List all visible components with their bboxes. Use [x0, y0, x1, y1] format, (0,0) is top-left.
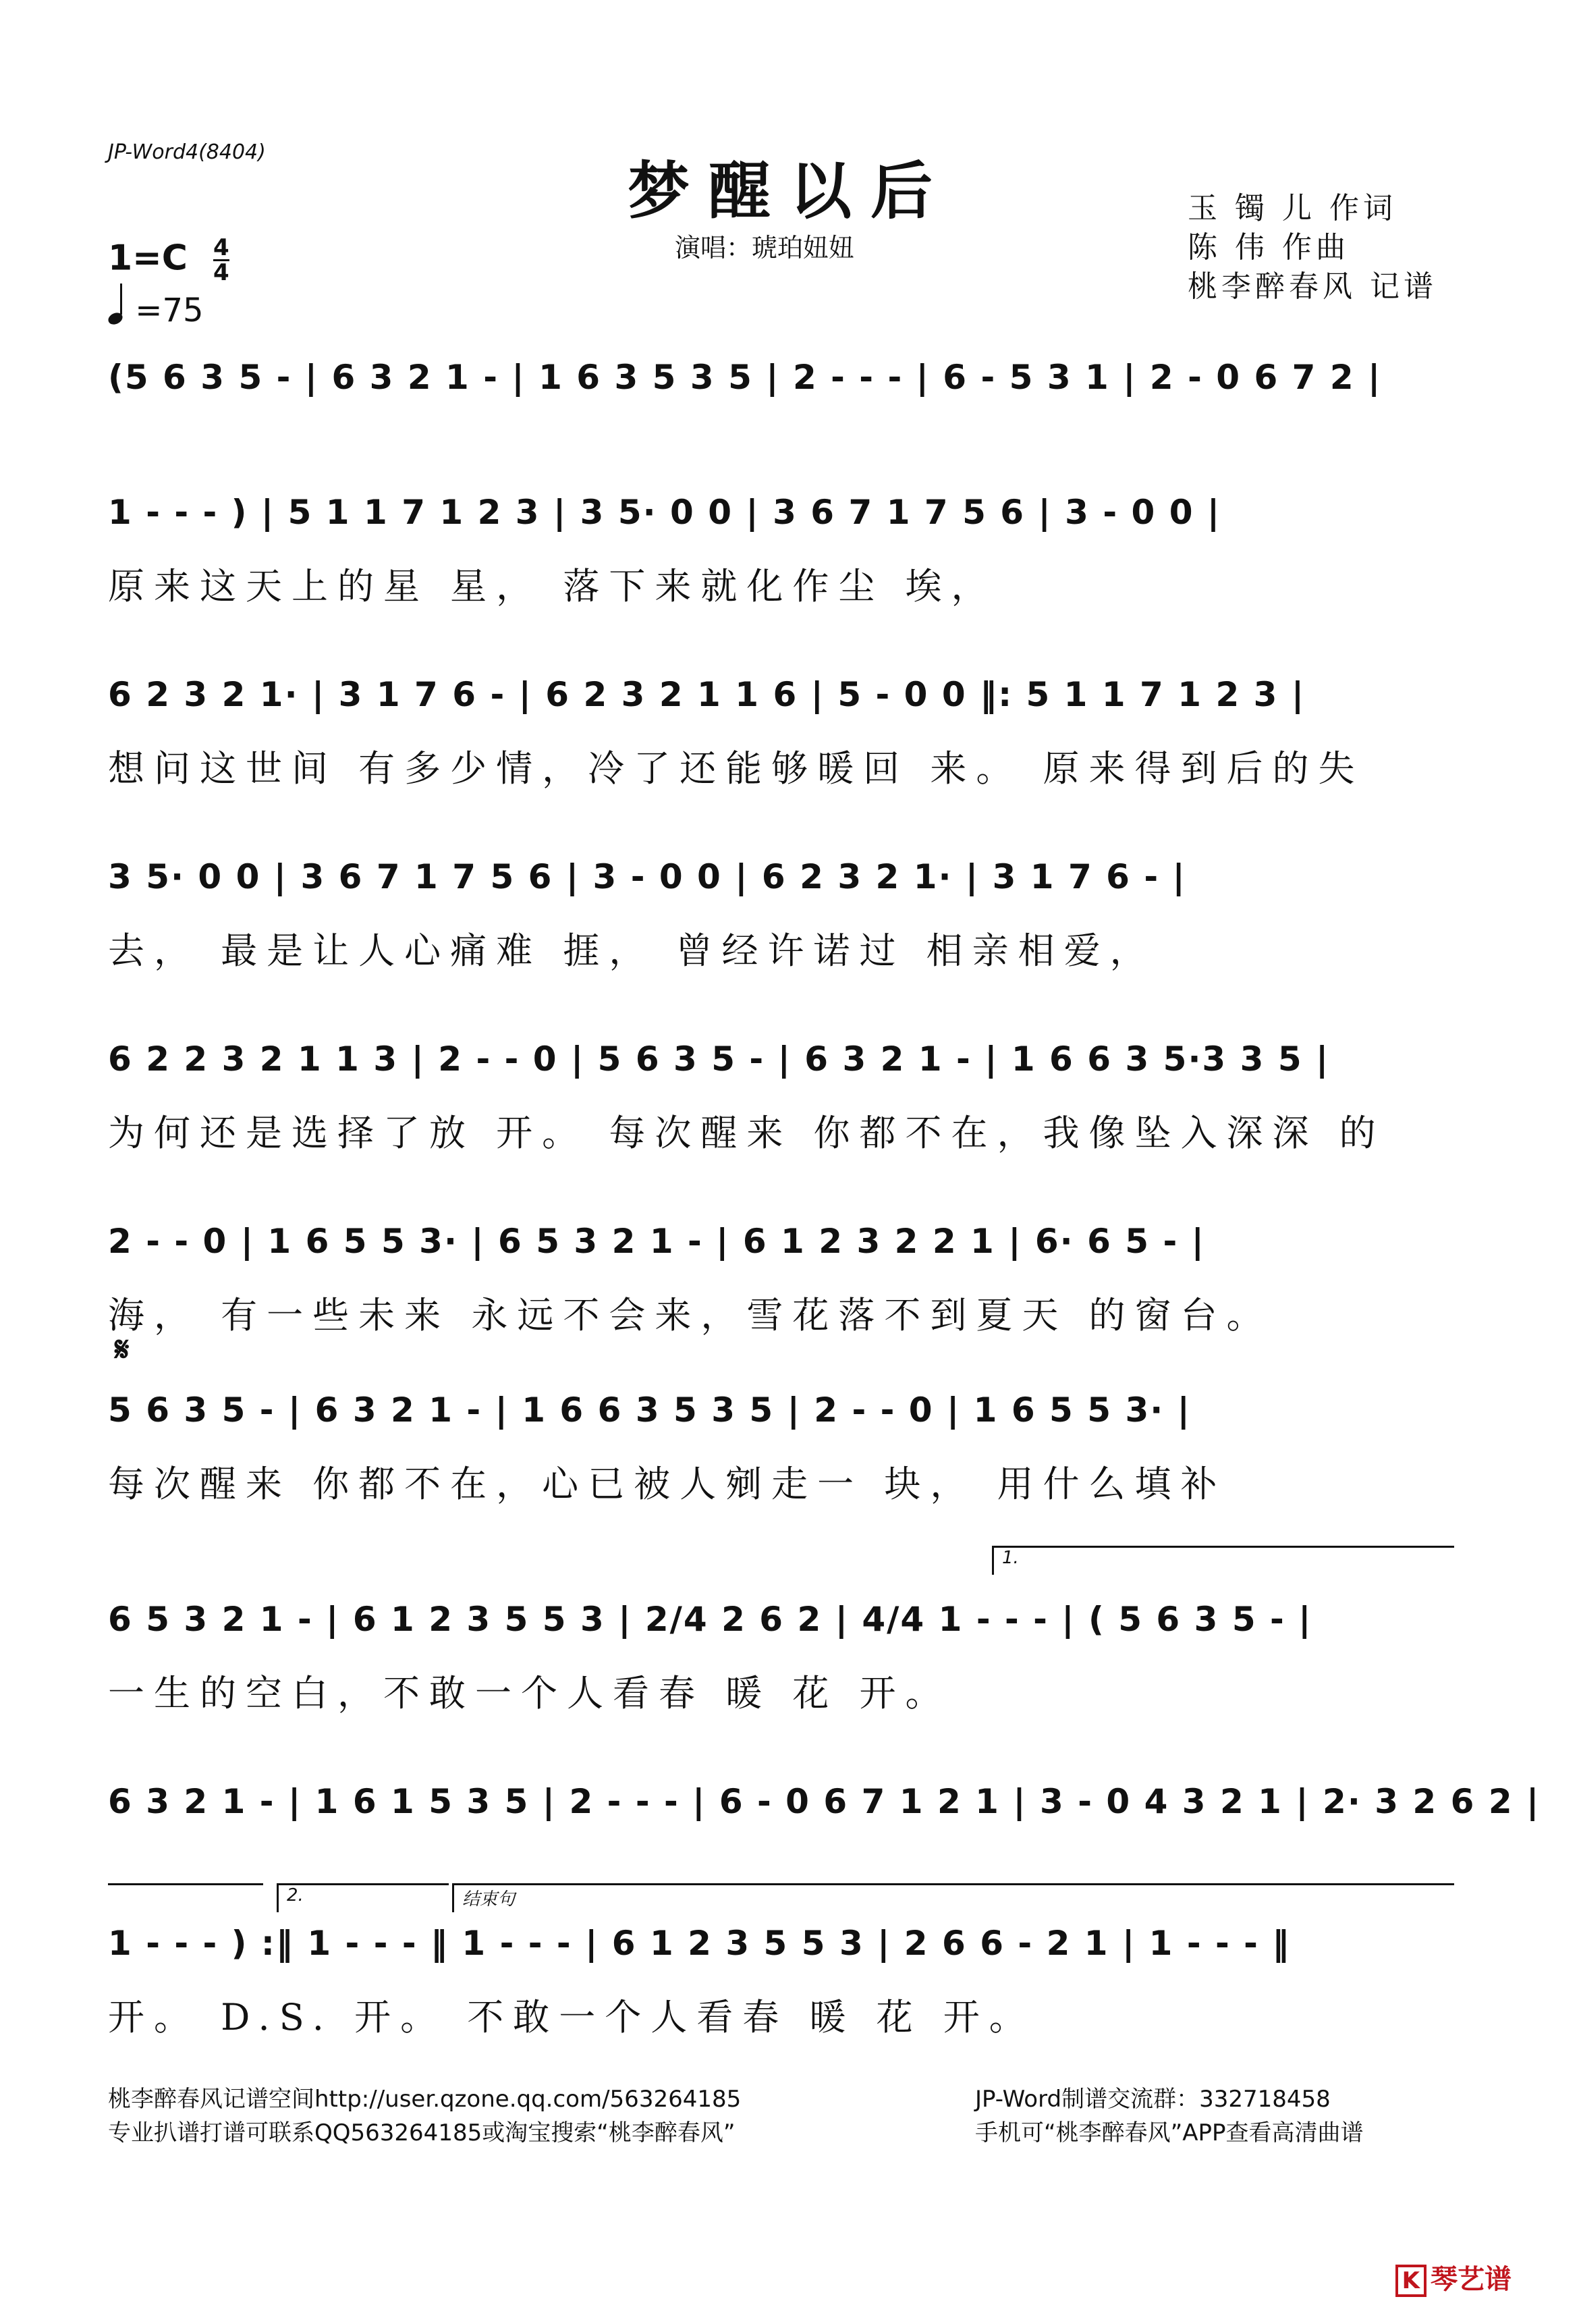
notation-line: 5 6 3 5 - | 6 3 2 1 - | 1 6 6 3 5 3 5 | 2 - - 0 | 1 6 5 5 3· | [108, 1390, 1191, 1430]
logo-text: 琴艺谱 [1431, 2264, 1512, 2295]
lyricist: 玉 镯 儿 作词 [1188, 191, 1397, 225]
score-system-1 [108, 358, 1458, 513]
lyrics-line: 想问这世间 有多少情，冷了还能够暖回 来。 原来得到后的失 [108, 747, 1364, 790]
lyrics-line: 去， 最是让人心痛难 捱， 曾经许诺过 相亲相爱， [108, 929, 1156, 972]
volta-first-ending-continued [108, 1883, 263, 1912]
notation-line: 2 - - 0 | 1 6 5 5 3· | 6 5 3 2 1 - | 6 1 2 3 2 2 1 | 6· 6 5 - | [108, 1222, 1205, 1261]
notation-line: 1 - - - ) :‖ 1 - - - ‖ 1 - - - | 6 1 2 3 5 5 3 | 2 6 6 - 2 1 | 1 - - - ‖ [108, 1924, 1291, 1963]
site-logo [1395, 2258, 1512, 2297]
volta-second-ending [277, 1883, 449, 1912]
score-system-10 [108, 1924, 1458, 2079]
volta-2-label: 2. [287, 1885, 304, 1906]
footer-contact: 专业扒谱打谱可联系QQ563264185或淘宝搜索“桃李醉春风” [108, 2119, 736, 2146]
coda-label: 结束句 [462, 1889, 516, 1910]
time-top: 4 [213, 234, 229, 261]
tempo-marking [108, 290, 204, 329]
time-bottom: 4 [213, 259, 229, 286]
notation-line: 6 2 2 3 2 1 1 3 | 2 - - 0 | 5 6 3 5 - | 6 3 2 1 - | 1 6 6 3 5·3 3 5 | [108, 1039, 1330, 1079]
key-signature [108, 236, 229, 284]
singer: 演唱：琥珀妞妞 [675, 233, 855, 263]
key-label: 1=C [108, 238, 188, 279]
notation-line: (5 6 3 5 - | 6 3 2 1 - | 1 6 3 5 3 5 | 2 - - - | 6 - 5 3 1 | 2 - 0 6 7 2 | [108, 358, 1382, 397]
notation-line: 6 5 3 2 1 - | 6 1 2 3 5 5 3 | 2/4 2 6 2 | 4/4 1 - - - | ( 5 6 3 5 - | [108, 1600, 1312, 1639]
lyrics-line: 为何还是选择了放 开。 每次醒来 你都不在，我像坠入深深 的 [108, 1112, 1385, 1154]
logo-mark-icon: K [1395, 2265, 1426, 2297]
score-system-2 [108, 493, 1458, 648]
score-system-7 [108, 1390, 1458, 1546]
volta-1-label: 1. [1002, 1548, 1019, 1568]
volta-first-ending [992, 1546, 1454, 1575]
lyrics-line: 原来这天上的星 星， 落下来就化作尘 埃， [108, 565, 997, 607]
footer-app: 手机可“桃李醉春风”APP查看高清曲谱 [975, 2119, 1364, 2146]
tempo-value: =75 [135, 292, 204, 329]
notation-line: 3 5· 0 0 | 3 6 7 1 7 5 6 | 3 - 0 0 | 6 2 3 2 1· | 3 1 7 6 - | [108, 857, 1186, 896]
footer-right [975, 2082, 1364, 2150]
software-version: JP-Word4(8404) [108, 140, 266, 164]
notation-line: 1 - - - ) | 5 1 1 7 1 2 3 | 3 5· 0 0 | 3 6 7 1 7 5 6 | 3 - 0 0 | [108, 493, 1221, 532]
score-system-6 [108, 1222, 1458, 1377]
footer-website: 桃李醉春风记谱空间http://user.qzone.qq.com/563264185 [108, 2086, 742, 2113]
lyrics-line: 开。 D.S. 开。 不敢一个人看春 暖 花 开。 [108, 1996, 1035, 2038]
composer: 陈 伟 作曲 [1188, 230, 1350, 265]
score-system-4 [108, 857, 1458, 1012]
credits [1188, 189, 1437, 306]
notation-line: 6 2 3 2 1· | 3 1 7 6 - | 6 2 3 2 1 1 6 | 5 - 0 0 ‖: 5 1 1 7 1 2 3 | [108, 675, 1306, 714]
segno-icon: 𝄋 [115, 1330, 130, 1369]
lyrics-line: 一生的空白，不敢一个人看春 暖 花 开。 [108, 1672, 951, 1714]
footer-group: JP-Word制谱交流群：332718458 [975, 2086, 1331, 2113]
lyrics-line: 海， 有一些未来 永远不会来，雪花落不到夏天 的窗台。 [108, 1294, 1273, 1336]
coda-bracket [452, 1883, 1454, 1912]
score-system-3 [108, 675, 1458, 830]
notation-line: 6 3 2 1 - | 1 6 1 5 3 5 | 2 - - - | 6 - 0 6 7 1 2 1 | 3 - 0 4 3 2 1 | 2· 3 2 6 2 | [108, 1782, 1541, 1821]
score-system-8 [108, 1600, 1458, 1755]
score-system-9 [108, 1782, 1541, 1937]
score-system-5 [108, 1039, 1458, 1195]
footer-left [108, 2082, 741, 2150]
song-title: 梦醒以后 [627, 155, 951, 227]
lyrics-line: 每次醒来 你都不在，心已被人剜走一 块， 用什么填补 [108, 1463, 1227, 1505]
transcriber: 桃李醉春风 记谱 [1188, 269, 1437, 304]
time-signature [213, 236, 229, 284]
